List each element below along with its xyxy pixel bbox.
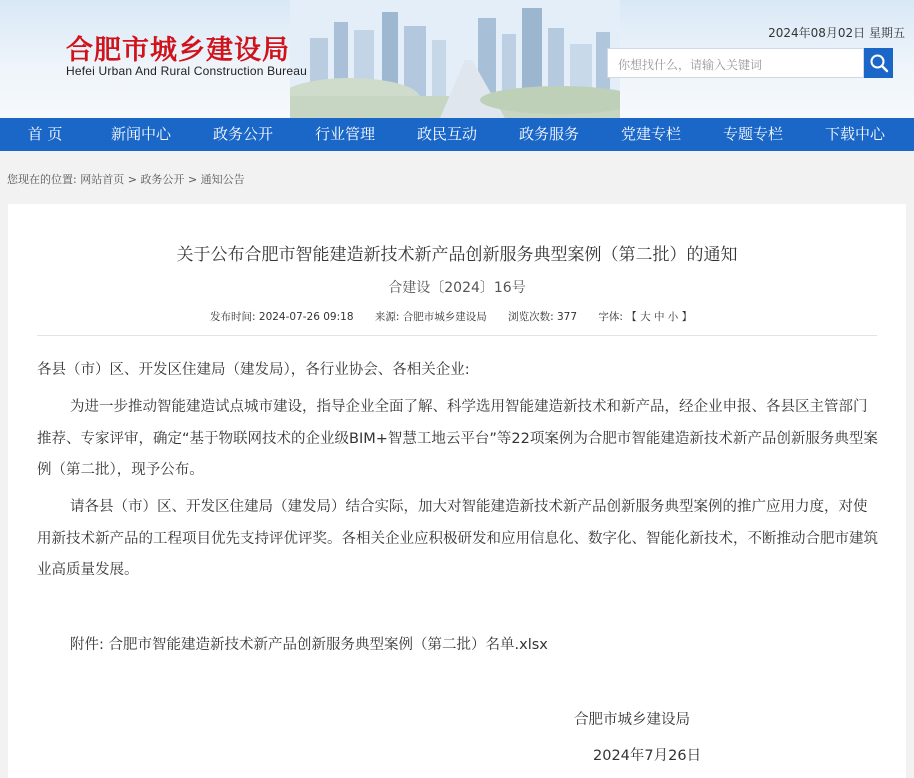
nav-item-industry[interactable]: 行业管理 [314,125,375,143]
font-size-open-bracket: 【 [626,311,637,323]
nav-item-home[interactable]: 首 页 [27,125,63,143]
breadcrumb-separator: > [187,173,201,186]
current-date: 2024年08月02日 星期五 [768,26,905,40]
search-icon [869,53,889,73]
source-label: 来源: [374,311,400,323]
signature-date: 2024年7月26日 [593,748,702,764]
nav-item-news[interactable]: 新闻中心 [110,125,171,143]
font-size-medium[interactable]: 中 [653,311,665,323]
site-logo-subtitle: Hefei Urban And Rural Construction Bureau [66,64,307,78]
attachment-link[interactable]: 合肥市智能建造新技术新产品创新服务典型案例（第二批）名单.xlsx [108,637,548,653]
city-skyline-image [290,0,620,118]
breadcrumb-separator: > [127,173,141,186]
article-meta [210,309,692,324]
site-logo-title[interactable]: 合肥市城乡建设局 [66,35,290,66]
source-value: 合肥市城乡建设局 [402,311,487,323]
header-banner [0,0,914,118]
nav-item-party[interactable]: 党建专栏 [620,125,681,143]
search-input[interactable]: 你想找什么，请输入关键词 [607,48,864,78]
search-button[interactable] [864,48,893,78]
paragraph-1: 为进一步推动智能建造试点城市建设，指导企业全面了解、科学选用智能建造新技术和新产品，经企业申报、各县区主管部门推荐、专家评审，确定“基于物联网技术的企业级BIM+智慧工地云平台”等22项案例为合肥市智能建造新技术新产品创新服务典型案例（第二批），现予公布。 [37,399,878,478]
meta-divider [37,335,877,336]
nav-item-services[interactable]: 政务服务 [518,125,579,143]
salutation: 各县（市）区、开发区住建局（建发局），各行业协会、各相关企业: [37,362,470,378]
breadcrumb [7,171,245,187]
attachment [70,633,548,654]
font-size-large[interactable]: 大 [640,311,651,323]
nav-item-gov-affairs[interactable]: 政务公开 [212,125,273,143]
font-size-label: 字体: [598,311,623,323]
font-size-close-bracket: 】 [681,311,693,323]
document-number: 合建设〔2024〕16号 [388,280,526,296]
font-size-small[interactable]: 小 [667,311,679,323]
article-title: 关于公布合肥市智能建造新技术新产品创新服务典型案例（第二批）的通知 [176,245,738,265]
paragraph-2: 请各县（市）区、开发区住建局（建发局）结合实际，加大对智能建造新技术新产品创新服务典型案例的推广应用力度，对使用新技术新产品的工程项目优先支持评优评奖。各相关企业应积极研发和应用信息化、数字化、智能化新技术，不断推动合肥市建筑业高质量发展。 [37,499,878,578]
nav-item-topics[interactable]: 专题专栏 [722,125,783,143]
breadcrumb-prefix: 您现在的位置: [7,173,77,186]
breadcrumb-item-gov[interactable]: 政务公开 [140,173,185,186]
nav-item-downloads[interactable]: 下载中心 [824,125,885,143]
publish-time-label: 发布时间: [210,311,256,323]
main-nav [0,118,914,151]
nav-item-interaction[interactable]: 政民互动 [416,125,477,143]
signature-organization: 合肥市城乡建设局 [574,712,690,728]
publish-time-value: 2024-07-26 09:18 [258,311,354,323]
views-value: 377 [556,311,578,323]
attachment-label: 附件: [70,637,104,653]
views-label: 浏览次数: [508,311,554,323]
breadcrumb-item-notices[interactable]: 通知公告 [200,173,245,186]
breadcrumb-item-home[interactable]: 网站首页 [80,173,125,186]
